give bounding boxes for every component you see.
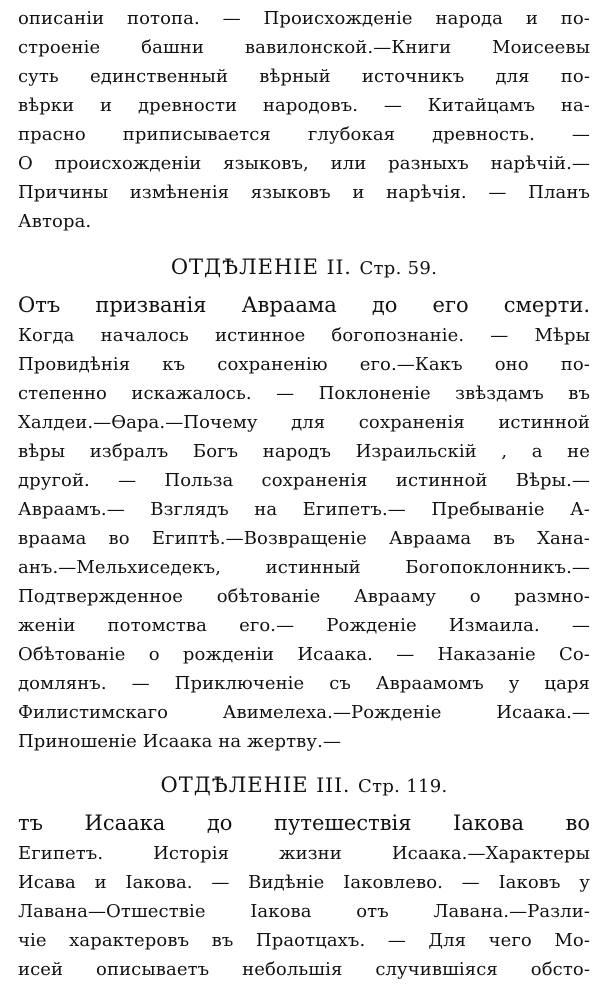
text-line: Лавана—Отшествiе Iакова отъ Лавана.—Разли- — [18, 901, 590, 922]
text-line: Авраамъ.— Взглядъ на Египетъ.— Пребыванiе А- — [18, 499, 590, 520]
text-line: описанiи потопа. — Происхожденiе народа и по- — [18, 8, 590, 29]
section-2-paragraph — [18, 321, 590, 756]
text-line: чiе характеровъ въ Праотцахъ. — Для чего Мо- — [18, 930, 590, 951]
text-line: Подтвержденное обѣтованiе Аврааму о размно- — [18, 586, 590, 607]
text-line: Обѣтованiе о рожденiи Исаака. — Наказанiе Со- — [18, 644, 590, 665]
section-heading-2 — [18, 244, 590, 290]
text-line: Филистимскаго Авимелеха.—Рожденiе Исаака.— — [18, 702, 590, 723]
text-line: строенiе башни вавилонской.—Книги Моисеевы — [18, 37, 590, 58]
text-line: прасно приписывается глубокая древность. — — [18, 124, 590, 145]
text-line: домлянъ. — Приключенiе съ Авраамомъ у царя — [18, 673, 590, 694]
text-line: О происхожденiи языковъ, или разныхъ нарѣчiй.— — [18, 153, 590, 174]
section-heading-3 — [18, 762, 590, 808]
section-3-paragraph — [18, 839, 590, 984]
text-line: Исава и Iакова. — Видѣнiе Iаковлево. — Iаковъ у — [18, 872, 590, 893]
section-page-ref: Стр. 119. — [358, 776, 448, 797]
text-line: враама во Египтѣ.—Возвращенiе Авраама въ Хана- — [18, 528, 590, 549]
text-line: суть единственный вѣрный источникъ для по- — [18, 66, 590, 87]
section-heading-number: II. — [326, 255, 352, 279]
intro-paragraph — [18, 4, 590, 236]
text-line: другой. — Польза сохраненiя истинной Вѣры.— — [18, 470, 590, 491]
text-line: Приношенiе Исаака на жертву.— — [18, 731, 341, 752]
text-line: анъ.—Мельхиседекъ, истинный Богопоклонникъ.— — [18, 557, 590, 578]
text-line: вѣры избралъ Богъ народъ Израильскiй , а не — [18, 441, 590, 462]
text-line: женiи потомства его.— Рожденiе Измаила. — — [18, 615, 590, 636]
text-line: Причины измѣненiя языковъ и нарѣчiя. — Планъ — [18, 182, 590, 203]
section-subtitle-3: тъ Исаака до путешествiя Iакова во — [18, 811, 590, 835]
text-line: Когда началось истинное богопознанiе. — Мѣры — [18, 325, 590, 346]
section-page-ref: Стр. 59. — [359, 258, 438, 279]
text-line: Египетъ. Исторiя жизни Исаака.—Характеры — [18, 843, 590, 864]
section-heading-word: ОТДѢЛЕНIЕ — [170, 255, 319, 279]
text-line: вѣрки и древности народовъ. — Китайцамъ на- — [18, 95, 590, 116]
book-page — [18, 4, 590, 984]
text-line: Халдеи.—Өара.—Почему для сохраненiя истинной — [18, 412, 590, 433]
text-line: Автора. — [18, 211, 92, 232]
section-heading-word: ОТДѢЛЕНIЕ — [160, 773, 309, 797]
text-line: Провидѣнiя къ сохраненiю его.—Какъ оно по- — [18, 354, 590, 375]
section-subtitle-2: Отъ призванiя Авраама до его смерти. — [18, 293, 590, 317]
text-line: степенно искажалось. — Поклоненiе звѣздамъ въ — [18, 383, 590, 404]
section-heading-number: III. — [316, 773, 351, 797]
text-line: исей описываетъ небольшiя случившiяся обсто- — [18, 959, 590, 980]
